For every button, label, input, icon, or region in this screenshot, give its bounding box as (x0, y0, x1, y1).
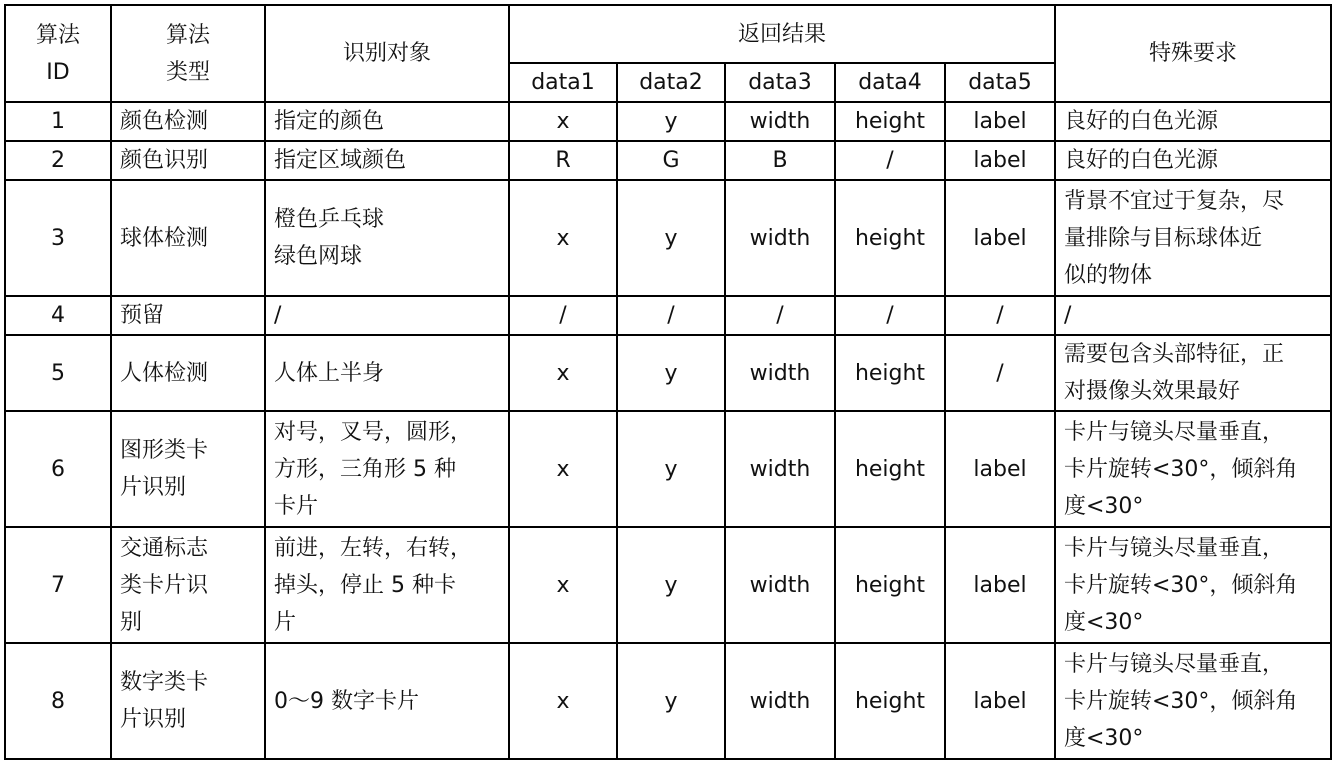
cell-type: 交通标志 类卡片识 别 (111, 527, 265, 643)
header-data1: data1 (509, 63, 617, 102)
table-row (5, 643, 1331, 759)
cell-data5: label (945, 180, 1055, 296)
cell-data2: y (617, 411, 725, 527)
cell-data2: y (617, 643, 725, 759)
cell-data3: width (725, 180, 835, 296)
cell-data1: x (509, 335, 617, 411)
header-data3: data3 (725, 63, 835, 102)
cell-type: 球体检测 (111, 180, 265, 296)
cell-id: 4 (5, 296, 111, 335)
cell-target: 指定的颜色 (265, 102, 509, 141)
header-data5: data5 (945, 63, 1055, 102)
cell-target: / (265, 296, 509, 335)
cell-id: 1 (5, 102, 111, 141)
cell-id: 3 (5, 180, 111, 296)
cell-target: 对号，叉号，圆形， 方形，三角形 5 种 卡片 (265, 411, 509, 527)
cell-type: 数字类卡 片识别 (111, 643, 265, 759)
table-row (5, 180, 1331, 296)
cell-data2: y (617, 527, 725, 643)
cell-requirement: 背景不宜过于复杂，尽 量排除与目标球体近 似的物体 (1055, 180, 1331, 296)
cell-data1: / (509, 296, 617, 335)
cell-data4: / (835, 141, 945, 180)
cell-data2: / (617, 296, 725, 335)
cell-data1: x (509, 411, 617, 527)
cell-data4: height (835, 643, 945, 759)
header-data4: data4 (835, 63, 945, 102)
cell-data4: / (835, 296, 945, 335)
cell-requirement: 良好的白色光源 (1055, 141, 1331, 180)
header-id: 算法 ID (5, 5, 111, 102)
cell-type: 图形类卡 片识别 (111, 411, 265, 527)
table-row (5, 411, 1331, 527)
cell-data3: width (725, 643, 835, 759)
cell-data3: / (725, 296, 835, 335)
cell-data5: / (945, 296, 1055, 335)
cell-data4: height (835, 180, 945, 296)
cell-data5: label (945, 411, 1055, 527)
algorithm-table (4, 4, 1332, 760)
cell-data4: height (835, 335, 945, 411)
cell-data1: x (509, 102, 617, 141)
cell-data4: height (835, 527, 945, 643)
table-row (5, 527, 1331, 643)
cell-data5: label (945, 141, 1055, 180)
cell-data4: height (835, 411, 945, 527)
cell-type: 颜色识别 (111, 141, 265, 180)
header-type: 算法 类型 (111, 5, 265, 102)
cell-requirement: / (1055, 296, 1331, 335)
cell-id: 5 (5, 335, 111, 411)
header-target: 识别对象 (265, 5, 509, 102)
cell-data3: width (725, 527, 835, 643)
table-row (5, 141, 1331, 180)
cell-type: 人体检测 (111, 335, 265, 411)
table-row (5, 102, 1331, 141)
cell-data5: label (945, 643, 1055, 759)
header-data2: data2 (617, 63, 725, 102)
cell-id: 8 (5, 643, 111, 759)
header-row (5, 5, 1331, 63)
cell-target: 橙色乒乓球 绿色网球 (265, 180, 509, 296)
cell-data3: width (725, 335, 835, 411)
cell-requirement: 卡片与镜头尽量垂直， 卡片旋转<30°，倾斜角 度<30° (1055, 411, 1331, 527)
header-requirement: 特殊要求 (1055, 5, 1331, 102)
cell-type: 颜色检测 (111, 102, 265, 141)
cell-id: 6 (5, 411, 111, 527)
cell-requirement: 良好的白色光源 (1055, 102, 1331, 141)
cell-data4: height (835, 102, 945, 141)
cell-data1: x (509, 527, 617, 643)
cell-data2: G (617, 141, 725, 180)
cell-type: 预留 (111, 296, 265, 335)
cell-data5: label (945, 102, 1055, 141)
cell-requirement: 需要包含头部特征，正 对摄像头效果最好 (1055, 335, 1331, 411)
cell-target: 人体上半身 (265, 335, 509, 411)
cell-data3: B (725, 141, 835, 180)
table-row (5, 335, 1331, 411)
cell-target: 指定区域颜色 (265, 141, 509, 180)
cell-data3: width (725, 411, 835, 527)
cell-data1: x (509, 180, 617, 296)
cell-data5: / (945, 335, 1055, 411)
cell-id: 7 (5, 527, 111, 643)
cell-id: 2 (5, 141, 111, 180)
cell-requirement: 卡片与镜头尽量垂直， 卡片旋转<30°，倾斜角 度<30° (1055, 527, 1331, 643)
cell-data2: y (617, 180, 725, 296)
cell-data2: y (617, 102, 725, 141)
cell-data5: label (945, 527, 1055, 643)
cell-data3: width (725, 102, 835, 141)
table-row (5, 296, 1331, 335)
cell-data2: y (617, 335, 725, 411)
cell-data1: R (509, 141, 617, 180)
cell-requirement: 卡片与镜头尽量垂直， 卡片旋转<30°，倾斜角 度<30° (1055, 643, 1331, 759)
cell-data1: x (509, 643, 617, 759)
cell-target: 前进，左转，右转， 掉头，停止 5 种卡 片 (265, 527, 509, 643)
cell-target: 0～9 数字卡片 (265, 643, 509, 759)
header-result: 返回结果 (509, 5, 1055, 63)
